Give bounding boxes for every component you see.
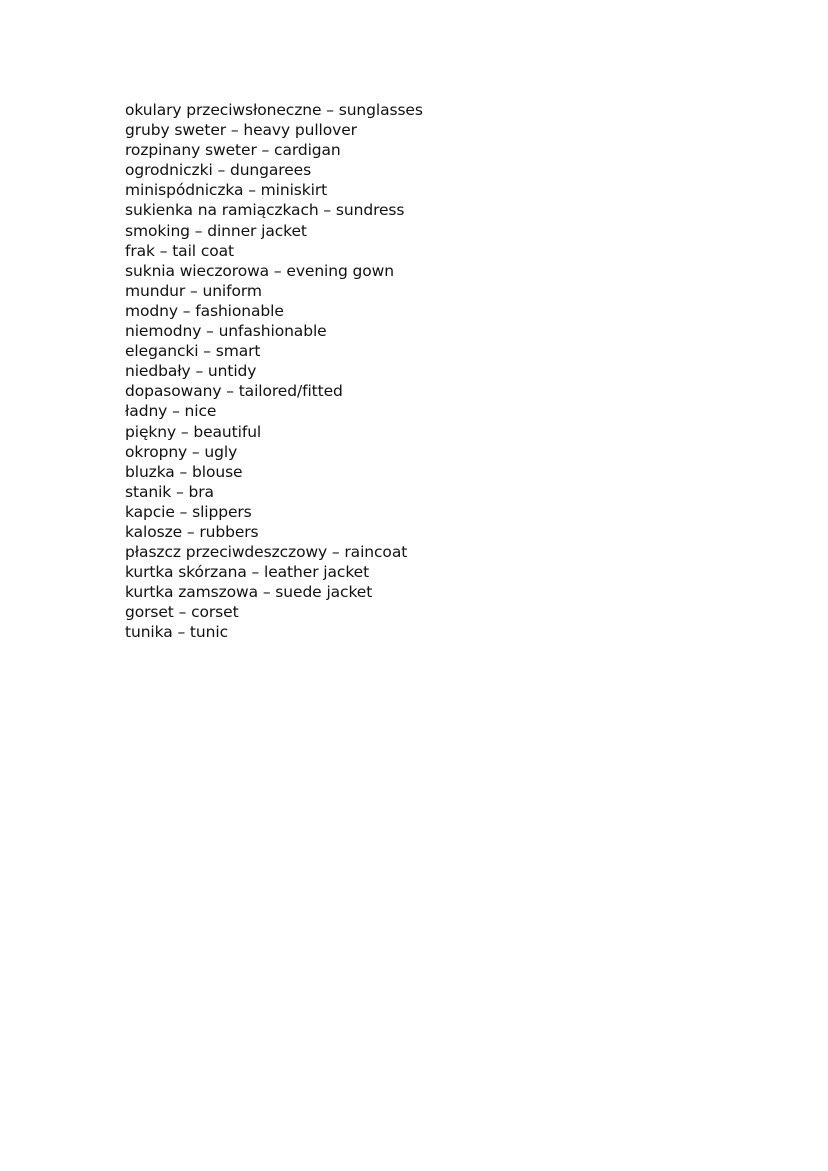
list-item: frak – tail coat: [125, 241, 235, 260]
list-item: ogrodniczki – dungarees: [125, 161, 312, 180]
list-item: kurtka zamszowa – suede jacket: [125, 583, 373, 602]
list-item: elegancki – smart: [125, 342, 261, 361]
list-item: rozpinany sweter – cardigan: [125, 141, 341, 160]
list-item: płaszcz przeciwdeszczowy – raincoat: [125, 543, 408, 562]
list-item: niedbały – untidy: [125, 362, 257, 381]
list-item: dopasowany – tailored/fitted: [125, 382, 343, 401]
list-item: kalosze – rubbers: [125, 522, 259, 541]
list-item: stanik – bra: [125, 482, 214, 501]
list-item: smoking – dinner jacket: [125, 221, 307, 240]
list-item: gorset – corset: [125, 603, 239, 622]
list-item: okulary przeciwsłoneczne – sunglasses: [125, 101, 423, 119]
list-item: minispódniczka – miniskirt: [125, 181, 328, 200]
list-item: ładny – nice: [125, 402, 217, 421]
list-item: modny – fashionable: [125, 301, 284, 320]
list-item: okropny – ugly: [125, 442, 238, 461]
vocabulary-list: [125, 100, 423, 643]
list-item: kapcie – slippers: [125, 502, 252, 521]
list-item: suknia wieczorowa – evening gown: [125, 261, 394, 280]
list-item: gruby sweter – heavy pullover: [125, 121, 357, 140]
list-item: mundur – uniform: [125, 281, 262, 300]
list-item: kurtka skórzana – leather jacket: [125, 563, 370, 582]
list-item: sukienka na ramiączkach – sundress: [125, 201, 405, 220]
list-item: piękny – beautiful: [125, 422, 262, 441]
list-item: niemodny – unfashionable: [125, 322, 327, 341]
list-item: tunika – tunic: [125, 623, 228, 642]
list-item: bluzka – blouse: [125, 462, 243, 481]
